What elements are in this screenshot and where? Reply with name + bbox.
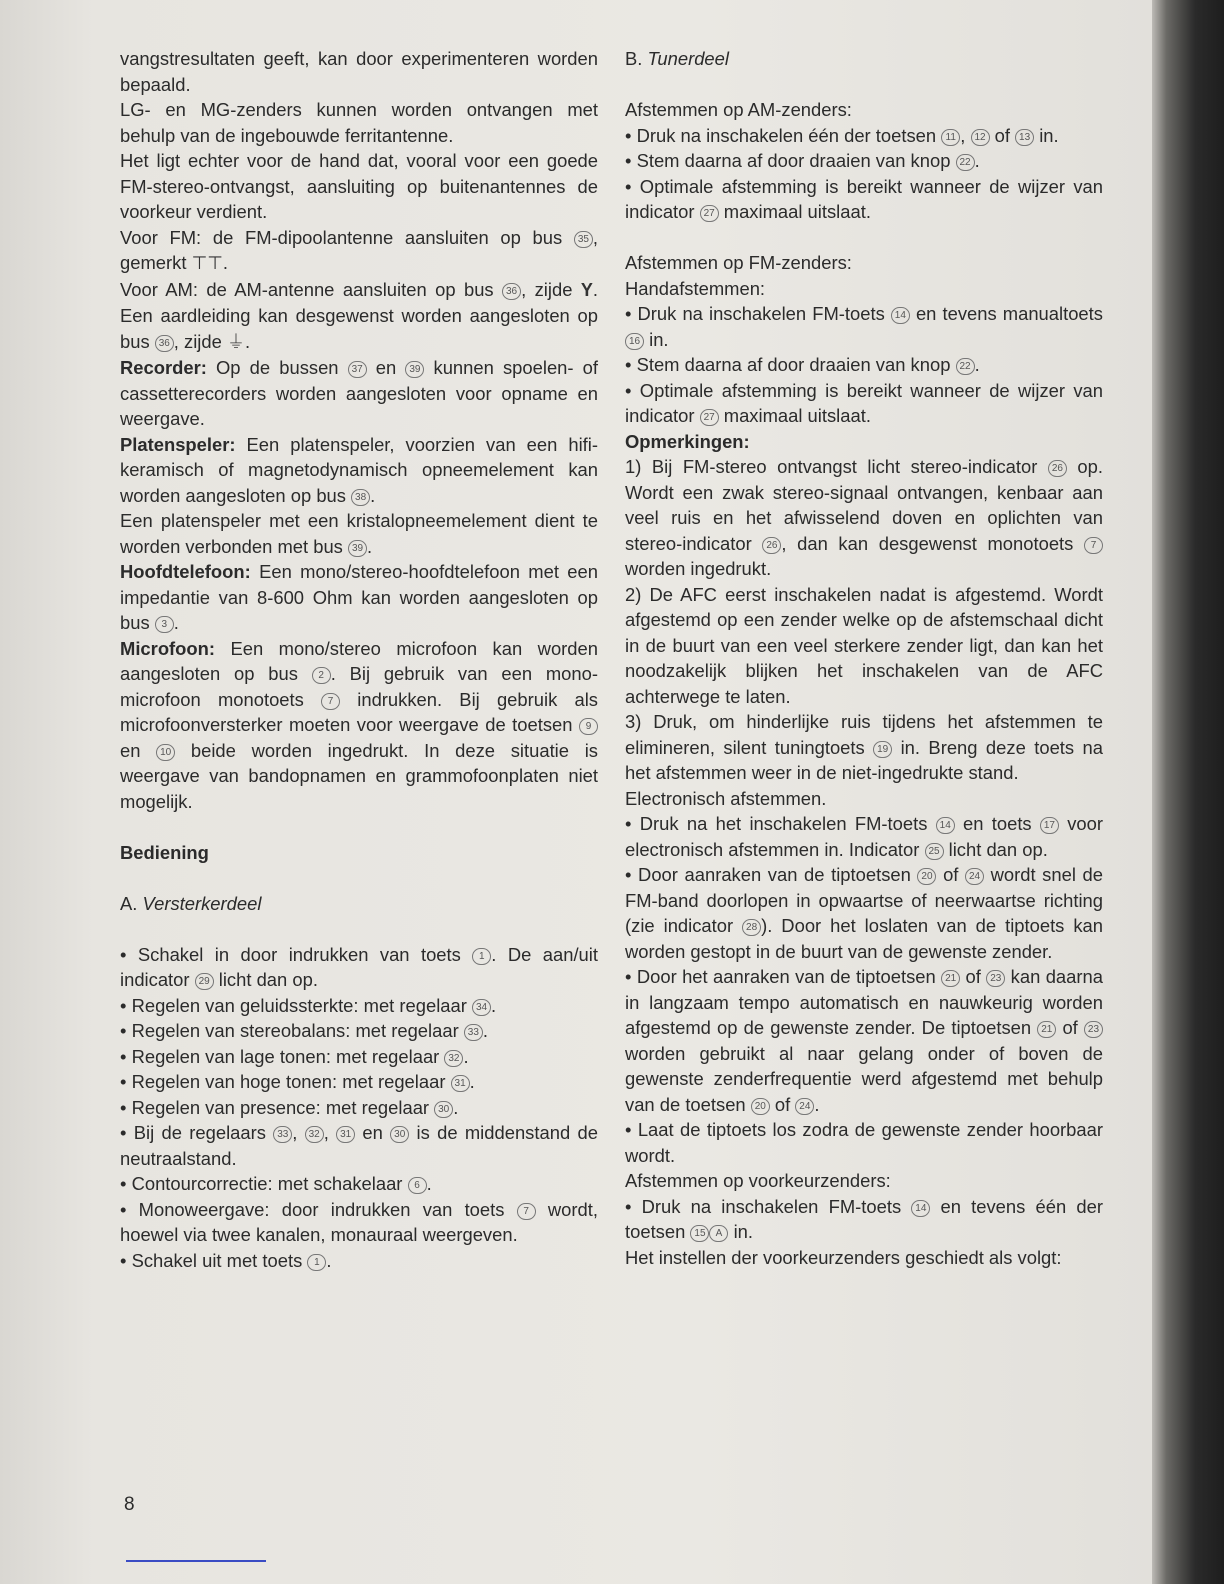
text: Druk na het inschakelen FM-toets — [639, 813, 928, 834]
text: . — [426, 1173, 432, 1194]
ref-number: 29 — [195, 973, 214, 990]
list-item: • Laat de tiptoets los zodra de gewenste zender hoorbaar wordt. — [625, 1117, 1103, 1168]
text: en — [355, 1122, 383, 1143]
ref-number: 11 — [941, 129, 960, 146]
ref-number: 35 — [574, 231, 593, 248]
list-item — [625, 964, 1103, 1117]
text: , gemerkt — [120, 226, 598, 273]
page-number: 8 — [124, 1494, 135, 1515]
ref-number: 31 — [336, 1126, 355, 1143]
text: Optimale afstemming is bereikt wanneer de wijzer van indicator — [625, 379, 1103, 426]
list-item — [625, 123, 1103, 149]
list-item — [625, 378, 1103, 429]
text: Regelen van hoge tonen: met regelaar — [131, 1071, 446, 1092]
text: Door aanraken van de tiptoetsen — [638, 864, 911, 885]
ref-number: 14 — [911, 1200, 930, 1217]
text: in. — [1034, 124, 1059, 146]
term: Platenspeler: — [120, 433, 236, 455]
ref-number: 39 — [348, 540, 367, 557]
ref-number: 20 — [751, 1098, 770, 1115]
text: . Bij gebruik van een mono-microfoon monotoets — [120, 663, 598, 710]
ref-number: 38 — [351, 489, 370, 506]
text: Druk na inschakelen FM-toets — [637, 303, 885, 324]
text: indrukken. Bij gebruik als microfoonversterker moeten voor weergave de toetsen — [120, 688, 598, 735]
text: licht dan op. — [213, 969, 318, 990]
term: Hoofdtelefoon: — [120, 561, 251, 582]
ref-number: 30 — [434, 1101, 453, 1118]
footer-rule — [126, 1560, 266, 1562]
ref-number: 3 — [155, 616, 174, 633]
ref-number: 25 — [925, 843, 944, 860]
text: en tevens één der toetsen — [625, 1195, 1103, 1242]
ref-number: 1 — [307, 1254, 326, 1271]
list-item — [120, 1120, 598, 1171]
ref-number: 6 — [408, 1177, 427, 1194]
ref-number: 37 — [348, 361, 367, 378]
text: licht dan op. — [943, 838, 1048, 860]
ref-number: 14 — [936, 817, 955, 834]
text: in. — [728, 1221, 753, 1242]
paragraph-recorder — [120, 355, 598, 432]
text: Optimale afstemming is bereikt wanneer de wijzer van indicator — [625, 175, 1103, 222]
text: . — [482, 1020, 488, 1041]
paragraph-heading: Opmerkingen: — [625, 430, 750, 452]
text: . — [453, 1096, 459, 1118]
text: voor electronisch afstemmen in. Indicator — [625, 813, 1103, 860]
paragraph-kristal — [120, 508, 598, 559]
text: en toets — [954, 813, 1032, 834]
ref-number: 2 — [312, 667, 331, 684]
text: ). Door het loslaten van de tiptoets kan worden gestopt in de buurt van de gewenste zender. — [625, 915, 1103, 962]
subheading — [625, 46, 1103, 72]
ref-number: 7 — [517, 1203, 536, 1220]
paragraph — [625, 454, 1103, 582]
text: . — [370, 484, 376, 506]
text: worden gebruikt al naar gelang onder of boven de gewenste zenderfrequentie werd afgestemd met behulp van de toetsen — [625, 1042, 1103, 1115]
ref-number: 30 — [390, 1126, 409, 1143]
ref-number: 22 — [956, 358, 975, 375]
text: A. — [120, 892, 138, 914]
ref-number: 24 — [795, 1098, 814, 1115]
list-item — [625, 811, 1103, 862]
ref-number: 24 — [965, 868, 984, 885]
text: maximaal uitslaat. — [718, 405, 871, 426]
paragraph-fm-antenna — [120, 225, 598, 277]
list-item — [120, 993, 598, 1019]
ref-number: 19 — [873, 741, 892, 758]
text: beide worden ingedrukt. In deze situatie is weergave van bandopnamen en grammofoonplaten niet mogelijk. — [120, 739, 598, 812]
ref-number: 31 — [451, 1075, 470, 1092]
text: en tevens manualtoets — [909, 303, 1103, 324]
paragraph: 2) De AFC eerst inschakelen nadat is afgestemd. Wordt afgestemd op een zender welke op de afstemschaal dicht in de buurt van een veel sterkere zender ligt, dan kan het noodzakelijk blijken het inschakelen van de AFC achterwege te laten. — [625, 583, 1103, 707]
ref-number: 9 — [579, 718, 598, 735]
text: Contourcorrectie: met schakelaar — [131, 1173, 403, 1194]
text: B. — [625, 48, 643, 69]
ref-number: 7 — [321, 693, 340, 710]
ref-number: 7 — [1084, 537, 1103, 554]
text: Een mono/stereo microfoon kan worden aangesloten op bus — [120, 637, 598, 684]
text: . — [463, 1045, 469, 1067]
ref-number: 15 — [690, 1225, 709, 1242]
ref-number: 32 — [444, 1050, 463, 1067]
paragraph-platenspeler — [120, 432, 598, 509]
ref-number: 20 — [917, 868, 936, 885]
ref-number: 32 — [305, 1126, 324, 1143]
text: Schakel in door indrukken van toets — [137, 943, 461, 965]
text: of — [769, 1093, 791, 1115]
text: of — [960, 966, 981, 987]
text: . — [491, 994, 497, 1016]
term: Microfoon: — [120, 637, 215, 659]
list-item — [120, 942, 598, 993]
text: kan daarna in langzaam tempo automatisch en nauwkeurig worden afgestemd op de gewenste zender. De tiptoetsen — [625, 966, 1103, 1038]
text: of — [989, 124, 1010, 146]
paragraph: Het instellen der voorkeurzenders geschiedt als volgt: — [625, 1246, 1062, 1268]
list-item — [625, 352, 1103, 378]
text: . — [222, 252, 229, 273]
text: . — [814, 1093, 820, 1115]
subheading — [120, 891, 598, 917]
text: op. Wordt een zwak stereo-signaal ontvangen, kenbaar aan veel ruis en het afwisselend doven en oplichten van stereo-indicator — [625, 456, 1103, 554]
text: en — [366, 357, 397, 378]
text: Voor AM: de AM-antenne aansluiten op bus — [120, 278, 494, 300]
text: . — [974, 150, 980, 171]
ref-number: 27 — [700, 409, 719, 426]
right-column — [625, 46, 1103, 1270]
list-item — [120, 1197, 598, 1248]
book-spine-shadow — [1152, 0, 1224, 1584]
list-item — [120, 1248, 598, 1274]
text: Op de bussen — [206, 357, 339, 378]
list-item — [625, 862, 1103, 964]
text: Stem daarna af door draaien van knop — [636, 150, 951, 171]
ref-number: 1 — [472, 948, 491, 965]
text: Een platenspeler, voorzien van een hifi-keramisch of magnetodynamisch opneemelement kan worden aangesloten op bus — [120, 433, 598, 506]
ref-number: 21 — [1037, 1021, 1056, 1038]
list-item — [120, 1069, 598, 1095]
ref-number: 17 — [1040, 817, 1059, 834]
list-item — [625, 301, 1103, 352]
text: Regelen van lage tonen: met regelaar — [131, 1045, 440, 1067]
text: . — [326, 1249, 332, 1271]
text: Door het aanraken van de tiptoetsen — [636, 966, 936, 987]
section-heading: Bediening — [120, 841, 209, 863]
text: is de middenstand de neutraalstand. — [120, 1122, 598, 1169]
text: , — [323, 1122, 329, 1143]
text: of — [1056, 1017, 1078, 1038]
ref-number: 34 — [472, 999, 491, 1016]
text: Een mono/stereo-hoofdtelefoon met een impedantie van 8-600 Ohm kan worden aangesloten op bus — [120, 561, 598, 633]
ref-number: 16 — [625, 333, 644, 350]
ref-number: 36 — [155, 335, 174, 352]
text: Regelen van presence: met regelaar — [131, 1096, 430, 1118]
list-item — [120, 1095, 598, 1121]
list-item — [625, 148, 1103, 174]
list-item — [120, 1018, 598, 1044]
list-item — [625, 174, 1103, 225]
text: en — [120, 739, 141, 761]
paragraph — [625, 709, 1103, 786]
text: , — [960, 124, 966, 146]
paragraph-heading: Handafstemmen: — [625, 277, 766, 299]
term: Recorder: — [120, 357, 207, 378]
ref-number: 28 — [742, 919, 761, 936]
text: , zijde — [173, 330, 222, 352]
paragraph-heading: Afstemmen op AM-zenders: — [625, 99, 852, 120]
dipole-symbol-icon: ⊤⊤ — [191, 253, 223, 273]
text: . — [173, 612, 179, 633]
text: , dan kan desgewenst monotoets — [781, 532, 1074, 554]
left-column — [120, 46, 598, 1273]
ref-number: 23 — [1084, 1021, 1103, 1038]
text: maximaal uitslaat. — [718, 201, 871, 222]
text: in. — [644, 328, 669, 350]
text: Regelen van stereobalans: met regelaar — [131, 1020, 459, 1041]
paragraph-heading: Afstemmen op FM-zenders: — [625, 252, 852, 273]
paragraph-microfoon — [120, 636, 598, 815]
text: Monoweergave: door indrukken van toets — [138, 1198, 505, 1220]
text: Druk na inschakelen FM-toets — [641, 1195, 902, 1217]
paragraph-heading: Electronisch afstemmen. — [625, 787, 827, 809]
ref-number: 22 — [956, 154, 975, 171]
text: . — [469, 1071, 475, 1092]
ref-number: 14 — [891, 307, 910, 324]
paragraph: vangstresultaten geeft, kan door experimenteren worden bepaald. — [120, 48, 598, 95]
text: Tunerdeel — [647, 48, 729, 69]
text: wordt snel de FM-band doorlopen in opwaartse of neerwaartse richting (zie indicator — [625, 864, 1103, 936]
paragraph: Het ligt echter voor de hand dat, vooral voor een goede FM-stereo-ontvangst, aansluiting op buitenantennes de voorkeur verdient. — [120, 150, 598, 222]
ground-symbol-icon: ⏚ — [226, 331, 245, 352]
paragraph-am-antenna — [120, 277, 598, 356]
text: Voor FM: de FM-dipoolantenne aansluiten op bus — [120, 226, 563, 248]
list-item — [120, 1044, 598, 1070]
ref-number: 13 — [1015, 129, 1034, 146]
ref-number: 27 — [700, 205, 719, 222]
text: Regelen van geluidssterkte: met regelaar — [131, 994, 467, 1016]
text: Versterkerdeel — [142, 892, 262, 914]
ref-number: 39 — [405, 361, 424, 378]
text: , — [292, 1122, 298, 1143]
ref-number: 12 — [971, 129, 990, 146]
ref-number: 10 — [156, 744, 175, 761]
list-item — [120, 1171, 598, 1197]
text: Schakel uit met toets — [131, 1249, 303, 1271]
list-item — [625, 1194, 1103, 1245]
text: of — [936, 864, 959, 885]
text: . — [974, 354, 980, 375]
text: worden ingedrukt. — [625, 558, 772, 579]
text: . — [244, 330, 251, 352]
text: Druk na inschakelen één der toetsen — [636, 124, 937, 146]
ref-number: 33 — [464, 1024, 483, 1041]
text: . De aan/uit indicator — [120, 943, 598, 990]
ref-number: 26 — [762, 537, 781, 554]
text: wordt, hoewel via twee kanalen, monauraal weergeven. — [120, 1198, 598, 1245]
text: Een platenspeler met een kristalopneemelement dient te worden verbonden met bus — [120, 510, 598, 557]
text: 3) Druk, om hinderlijke ruis tijdens het afstemmen te elimineren, silent tuningtoets — [625, 711, 1103, 758]
ref-number: 36 — [502, 283, 521, 300]
paragraph-hoofdtelefoon — [120, 559, 598, 636]
text: 1) Bij FM-stereo ontvangst licht stereo-indicator — [625, 456, 1038, 477]
paragraph: LG- en MG-zenders kunnen worden ontvangen met behulp van de ingebouwde ferritantenne. — [120, 99, 598, 146]
ref-number: 23 — [986, 970, 1005, 987]
ref-number: 26 — [1048, 460, 1067, 477]
text: Bij de regelaars — [133, 1122, 266, 1143]
text: . Een aardleiding kan desgewenst worden aangesloten op bus — [120, 278, 598, 352]
text: kunnen spoelen- of cassetterecorders worden aangesloten voor opname en weergave. — [120, 357, 598, 429]
ref-number: 33 — [273, 1126, 292, 1143]
text: Stem daarna af door draaien van knop — [636, 354, 951, 375]
paragraph-heading: Afstemmen op voorkeurzenders: — [625, 1170, 891, 1191]
text: , zijde — [521, 278, 573, 300]
ref-number: A — [709, 1225, 728, 1242]
text: in. Breng deze toets na het afstemmen weer in de niet-ingedrukte stand. — [625, 736, 1103, 783]
ref-number: 21 — [941, 970, 960, 987]
antenna-symbol-icon: Y — [580, 279, 593, 300]
text: . — [367, 535, 373, 557]
